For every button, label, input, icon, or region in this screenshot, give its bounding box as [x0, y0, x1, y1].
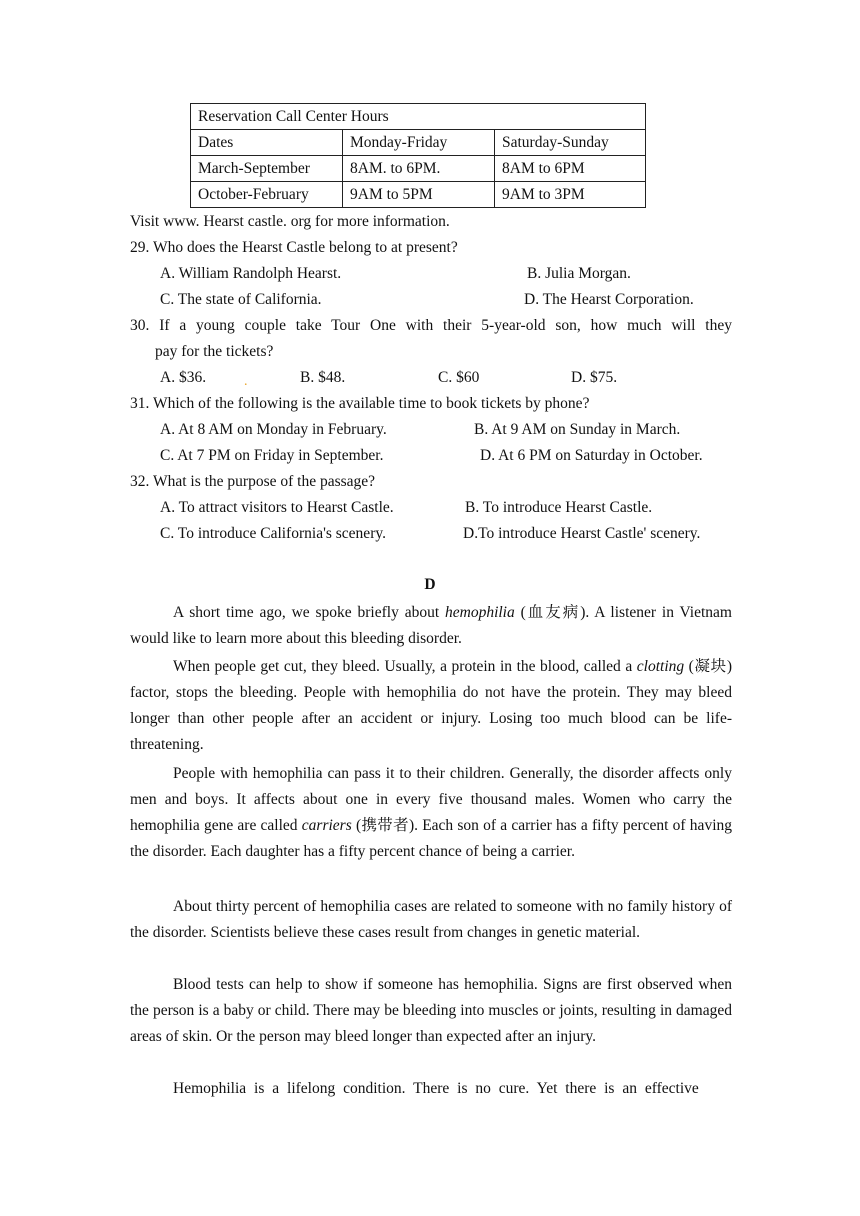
q30-option-d: D. $75. [571, 369, 618, 386]
section-d-heading: D [424, 576, 436, 593]
q32-option-a: A. To attract visitors to Hearst Castle. [160, 499, 394, 516]
paragraph-5: Blood tests can help to show if someone has hemophilia. Signs are first observed when the person is a baby or child. There may be bleeding into muscles or joints, resulting in damaged areas of skin. Or the person may bleed longer than expected after an injury. [130, 976, 732, 1045]
table-header-cell: Dates [191, 130, 343, 156]
reservation-hours-table [190, 103, 646, 208]
paragraph-2 [130, 654, 732, 758]
table-title-row [191, 104, 646, 130]
paragraph-3 [130, 761, 732, 865]
q32-option-c: C. To introduce California's scenery. [160, 525, 386, 542]
question-29-stem: 29. Who does the Hearst Castle belong to at present? [130, 239, 458, 256]
p1-text-a: A short time ago, we spoke briefly about [173, 604, 445, 621]
p3-text-b: (携带者). Each son of a carrier has a fifty percent of having the disorder. Each daughter has a fifty percent chance of being a carrier. [130, 817, 732, 860]
q29-option-d: D. The Hearst Corporation. [524, 291, 694, 308]
question-30-stem: 30. If a young couple take Tour One with their 5-year-old son, how much will they [130, 317, 732, 334]
table-header-row [191, 130, 646, 156]
question-32-stem: 32. What is the purpose of the passage? [130, 473, 376, 490]
paragraph-1 [130, 600, 732, 652]
p1-term: hemophilia [445, 604, 515, 621]
table-row [191, 182, 646, 208]
table-cell: 8AM. to 6PM. [343, 156, 495, 182]
visit-line: Visit www. Hearst castle. org for more information. [130, 213, 450, 230]
q29-option-c: C. The state of California. [160, 291, 322, 308]
p2-text-a: When people get cut, they bleed. Usually, a protein in the blood, called a [173, 658, 637, 675]
q31-option-a: A. At 8 AM on Monday in February. [160, 421, 387, 438]
p2-term: clotting [636, 658, 685, 675]
p3-text-a: People with hemophilia can pass it to their children. Generally, the disorder affects only men and boys. It affects about one in every five thousand males. Women who carry the hemophilia gene are called [130, 765, 732, 834]
q31-option-d: D. At 6 PM on Saturday in October. [480, 447, 703, 464]
table-title: Reservation Call Center Hours [191, 104, 646, 130]
table-header-cell: Monday-Friday [343, 130, 495, 156]
p3-term: carriers [301, 817, 352, 834]
reservation-hours-table-wrap [190, 103, 646, 208]
q29-option-b: B. Julia Morgan. [527, 265, 631, 282]
question-30-stem-cont: pay for the tickets? [155, 343, 274, 360]
table-cell: October-February [191, 182, 343, 208]
table-cell: March-September [191, 156, 343, 182]
q32-option-b: B. To introduce Hearst Castle. [465, 499, 653, 516]
table-row [191, 156, 646, 182]
q31-option-b: B. At 9 AM on Sunday in March. [474, 421, 681, 438]
table-cell: 9AM to 5PM [343, 182, 495, 208]
q29-option-a: A. William Randolph Hearst. [160, 265, 342, 282]
q30-option-c: C. $60 [438, 369, 480, 386]
q32-option-d: D.To introduce Hearst Castle' scenery. [463, 525, 701, 542]
question-31-stem: 31. Which of the following is the available time to book tickets by phone? [130, 395, 590, 412]
p1-text-b: (血友病). A listener in Vietnam would like to learn more about this bleeding disorder. [130, 604, 732, 647]
q30-option-a: A. $36. [160, 369, 207, 386]
q30-option-b: B. $48. [300, 369, 346, 386]
paragraph-6: Hemophilia is a lifelong condition. There is no cure. Yet there is an effective [173, 1080, 699, 1097]
table-cell: 9AM to 3PM [495, 182, 646, 208]
p2-text-b: (凝块) factor, stops the bleeding. People with hemophilia do not have the protein. They may bleed longer than other people after an accident or injury. Losing too much blood can be life-threatening. [130, 658, 733, 753]
table-cell: 8AM to 6PM [495, 156, 646, 182]
q31-option-c: C. At 7 PM on Friday in September. [160, 447, 384, 464]
paragraph-4: About thirty percent of hemophilia cases are related to someone with no family history of the disorder. Scientists believe these cases result from changes in genetic material. [130, 898, 732, 941]
stray-dot-mark: . [244, 374, 248, 389]
table-header-cell: Saturday-Sunday [495, 130, 646, 156]
